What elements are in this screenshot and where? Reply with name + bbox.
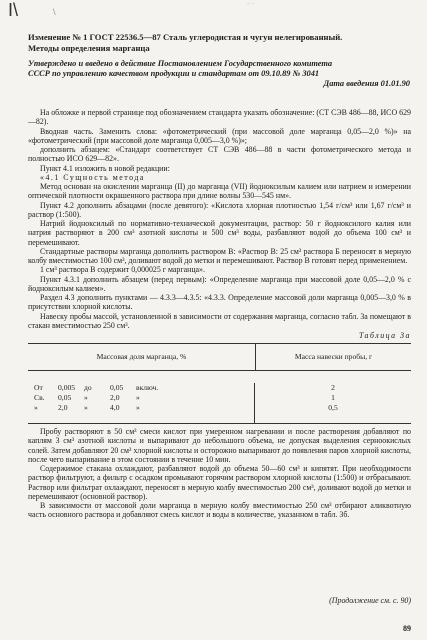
paragraph: Пункт 4.3.1 дополнить абзацем (перед первым): «Определение марганца при массовой доле 0,05—2,0 % с йодноксилым калием». bbox=[28, 274, 411, 293]
scan-marks: ∙∙∙ ∙∙ bbox=[247, 2, 255, 7]
range-to-word: » bbox=[84, 392, 88, 402]
approval-block bbox=[28, 59, 410, 89]
table-caption: Таблица 3а bbox=[358, 331, 411, 340]
paragraph: Содержимое стакана охлаждают, разбавляют водой до объема 50—60 см³ и кипятят. При необходимости раствор фильтруют, а фильтр с осадком промывают горячим раствором хлорной кислоты (1:500) и отбрасывают. Раствор или фильтрат охлаждают, переносят в мерную колбу вместимостью 200 см³, доливают водой до метки и перемешивают (основной раствор). bbox=[28, 464, 411, 501]
table-row bbox=[34, 383, 254, 393]
paragraph: На обложке и первой странице под обозначением стандарта указать обозначение: (СТ СЭВ 486—88, ИСО 629—82). bbox=[28, 108, 411, 127]
paragraph: Натрий йодноксилый по нормативно-технической документации, раствор: 50 г йодноксилого калия или натрия растворяют в 200 см³ азотной кислоты и 500 см³ воды, разбавляют водой до объема 100 см³ и перемешивают. bbox=[28, 219, 411, 247]
paragraph: Вводная часть. Заменить слова: «фотометрический (при массовой доле марганца 0,05—2,0 %)» на «фотометрический (при массовой доле марганца 0,005—3,0 %)»; bbox=[28, 126, 411, 145]
paragraph: Пробу растворяют в 50 см³ смеси кислот при умеренном нагревании и после растворения добавляют по каплям 3 см³ азотной кислоты и выпаривают до небольшого объема, не допуская выделения серноокислых солей. Затем добавляют 20 см³ хлорной кислоты и осторожно выпаривают до появления паров хлорной кислоты, после чего выпаривание в этом состоянии в течение 10 мин. bbox=[28, 427, 411, 464]
paragraph: Пункт 4.2 дополнить абзацами (после девятого): «Кислота хлорная плотностью 1,54 г/см³ или 1,67 г/см³ и раствор (1:500). bbox=[28, 200, 411, 219]
range-prefix: Св. bbox=[34, 392, 45, 402]
range-note: » bbox=[136, 402, 140, 412]
range-to: 4,0 bbox=[110, 402, 120, 412]
effective-date: Дата введения 01.01.90 bbox=[323, 79, 410, 88]
heading-line-1: Изменение № 1 ГОСТ 22536.5—87 Сталь углеродистая и чугун нелегированный. bbox=[28, 32, 343, 42]
body-text-continued bbox=[28, 427, 411, 520]
amendment-heading bbox=[28, 32, 408, 53]
tick-mark: \ bbox=[53, 7, 56, 17]
corner-mark: I\ bbox=[8, 0, 19, 20]
section-title: «4.1 Сущность метода bbox=[40, 172, 145, 182]
page-number: 89 bbox=[403, 624, 411, 633]
paragraph: Метод основан на окислении марганца (II) до марганца (VII) йодноксилым калием или натрием и измерении оптической плотности окрашенного раствора при длине волны 530—545 нм». bbox=[28, 182, 411, 201]
paragraph: Стандартные растворы марганца дополнить раствором В: «Раствор В: 25 см³ раствора Б переносят в мерную колбу вместимостью 100 см³, доливают водой до метки и перемешивают. Раствор В готовят перед применением. bbox=[28, 246, 411, 265]
range-to-word: » bbox=[84, 402, 88, 412]
column-header-mass: Масса навески пробы, г bbox=[294, 352, 373, 362]
table-body bbox=[28, 371, 411, 424]
approval-line-1: Утверждено и введено в действие Постановлением Государственного комитета bbox=[28, 59, 333, 68]
sample-mass-table bbox=[28, 343, 411, 424]
paragraph: В зависимости от массовой доли марганца в мерную колбу вместимостью 250 см³ отбирают аликвотную часть основного раствора и добавляют смесь кислот и воды в количестве, указанном в табл. 3б. bbox=[28, 501, 411, 520]
range-note: включ. bbox=[136, 383, 159, 392]
range-from: 0,05 bbox=[58, 392, 72, 402]
range-to: 2,0 bbox=[110, 392, 120, 402]
heading-line-2: Методы определения марганца bbox=[28, 42, 150, 53]
column-header-manganese: Массовая доля марганца, % bbox=[28, 344, 256, 370]
mass-value: 2 bbox=[331, 383, 335, 392]
table-row bbox=[34, 393, 254, 403]
continuation-note: (Продолжение см. с. 90) bbox=[329, 596, 411, 605]
range-prefix: » bbox=[34, 402, 38, 412]
range-to: 0,05 bbox=[110, 383, 124, 392]
paragraph: 1 см³ раствора В содержит 0,000025 г марганца». bbox=[40, 265, 205, 275]
paragraph: Пункт 4.1 изложить в новой редакции: bbox=[40, 163, 170, 173]
range-from: 0,005 bbox=[58, 383, 76, 392]
manganese-column bbox=[28, 383, 255, 423]
paragraph: дополнить абзацем: «Стандарт соответствует СТ СЭВ 486—88 в части фотометрического метода и полностью ИСО 629—82». bbox=[28, 145, 411, 164]
approval-line-2: СССР по управлению качеством продукции и стандартам от 09.10.89 № 3041 bbox=[28, 69, 320, 78]
range-note: » bbox=[136, 392, 140, 402]
mass-value: 0,5 bbox=[328, 402, 338, 412]
range-prefix: От bbox=[34, 383, 43, 392]
mass-value: 1 bbox=[331, 392, 335, 402]
paragraph: Раздел 4.3 дополнить пунктами — 4.3.3—4.3.5: «4.3.3. Определение массовой доли марганца 0,005—3,0 % в присутствии хлорной кислоты. bbox=[28, 293, 411, 312]
table-header bbox=[28, 344, 411, 370]
mass-column bbox=[255, 383, 411, 423]
range-to-word: до bbox=[84, 383, 92, 392]
range-from: 2,0 bbox=[58, 402, 68, 412]
body-text bbox=[28, 108, 411, 330]
table-row bbox=[34, 403, 254, 413]
paragraph: Навеску пробы массой, установленной в зависимости от содержания марганца, согласно табл. 3а помещают в стакан вместимостью 250 см³. bbox=[28, 311, 411, 330]
